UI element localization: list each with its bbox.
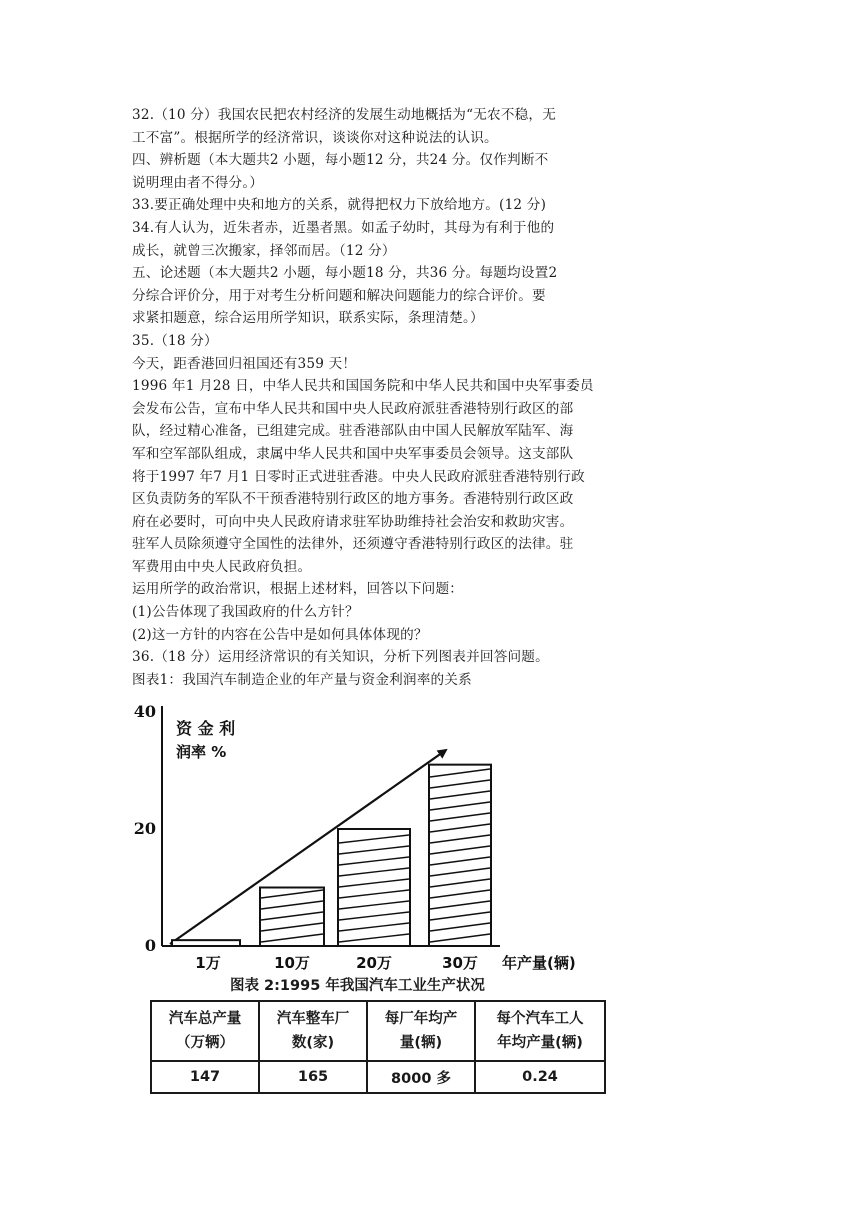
text-line: 队，经过精心准备，已组建完成。驻香港部队由中国人民解放军陆军、海 <box>132 423 574 440</box>
table-title: 图表 2:1995 年我国汽车工业生产状况 <box>230 978 485 994</box>
text-line: 33.要正确处理中央和地方的关系，就得把权力下放给地方。(12 分) <box>132 197 547 214</box>
y-axis-label: 资 金 利 <box>176 719 236 738</box>
table-cell: 8000 多 <box>367 1061 475 1093</box>
text-line: 成长，就曾三次搬家，择邻而居。（12 分） <box>132 242 396 259</box>
text-line: 1996 年1 月28 日，中华人民共和国国务院和中华人民共和国中央军事委员 <box>132 378 594 395</box>
data-table <box>150 1000 606 1094</box>
x-tick-label: 1万 <box>195 954 221 972</box>
text-line: (2)这一方针的内容在公告中是如何具体体现的？ <box>132 626 428 643</box>
text-line: 驻军人员除须遵守全国性的法律外，还须遵守香港特别行政区的法律。驻 <box>132 536 574 553</box>
bar <box>338 829 410 946</box>
text-line: 35.（18 分） <box>132 332 218 349</box>
x-tick-label: 10万 <box>274 954 310 972</box>
text-line: 34.有人认为，近朱者赤，近墨者黑。如孟子幼时，其母为有利于他的 <box>132 219 555 236</box>
text-line: 府在必要时，可向中央人民政府请求驻军协助维持社会治安和救助灾害。 <box>132 513 574 530</box>
y-tick-label: 20 <box>133 819 156 838</box>
text-line: 四、辨析题（本大题共2 小题，每小题12 分，共24 分。仅作判断不 <box>132 152 549 169</box>
table-cell: 165 <box>259 1061 367 1093</box>
text-line: 将于1997 年7 月1 日零时正式进驻香港。中央人民政府派驻香港特别行政 <box>132 468 585 485</box>
x-tick-label: 20万 <box>356 954 392 972</box>
bar <box>429 765 491 946</box>
text-line: 36.（18 分）运用经济常识的有关知识，分析下列图表并回答问题。 <box>132 649 549 666</box>
bar <box>260 888 324 947</box>
table-cell: 147 <box>151 1061 259 1093</box>
text-line: (1)公告体现了我国政府的什么方针？ <box>132 604 359 621</box>
text-line: 五、论述题（本大题共2 小题，每小题18 分，共36 分。每题均设置2 <box>132 265 558 282</box>
x-tick-label: 30万 <box>442 954 478 972</box>
table-cell: 0.24 <box>475 1061 605 1093</box>
y-tick-label: 0 <box>144 936 156 955</box>
text-line: 军费用由中央人民政府负担。 <box>132 558 312 575</box>
y-axis-label: 润率 % <box>176 743 227 761</box>
text-line: 工不富”。根据所学的经济常识，谈谈你对这种说法的认识。 <box>132 129 498 146</box>
bar-chart <box>130 700 610 975</box>
text-line: 图表1：我国汽车制造企业的年产量与资金利润率的关系 <box>132 671 472 688</box>
text-line: 分综合评价分，用于对考生分析问题和解决问题能力的综合评价。要 <box>132 287 546 304</box>
text-line: 32.（10 分）我国农民把农村经济的发展生动地概括为“无农不稳，无 <box>132 107 557 123</box>
text-line: 军和空军部队组成，隶属中华人民共和国中央军事委员会领导。这支部队 <box>132 445 574 462</box>
text-line: 求紧扣题意，综合运用所学知识，联系实际，条理清楚。） <box>132 310 484 327</box>
question-text <box>132 104 652 691</box>
x-axis-label: 年产量(辆) <box>502 954 576 972</box>
table-header: 汽车整车厂 数(家) <box>259 1001 367 1061</box>
bar <box>172 940 240 946</box>
text-line: 会发布公告，宣布中华人民共和国中央人民政府派驻香港特别行政区的部 <box>132 400 574 417</box>
y-tick-label: 40 <box>133 702 156 721</box>
table-row <box>151 1061 605 1093</box>
cutoff-text-fragment <box>150 1093 580 1099</box>
text-line: 运用所学的政治常识，根据上述材料，回答以下问题： <box>132 581 464 598</box>
table-header: 每厂年均产 量(辆) <box>367 1001 475 1061</box>
text-line: 说明理由者不得分。） <box>132 174 264 191</box>
table-header: 每个汽车工人 年均产量(辆) <box>475 1001 605 1061</box>
table-header: 汽车总产量 （万辆） <box>151 1001 259 1061</box>
text-line: 区负责防务的军队不干预香港特别行政区的地方事务。香港特别行政区政 <box>132 491 574 508</box>
text-line: 今天，距香港回归祖国还有359 天！ <box>132 355 357 372</box>
